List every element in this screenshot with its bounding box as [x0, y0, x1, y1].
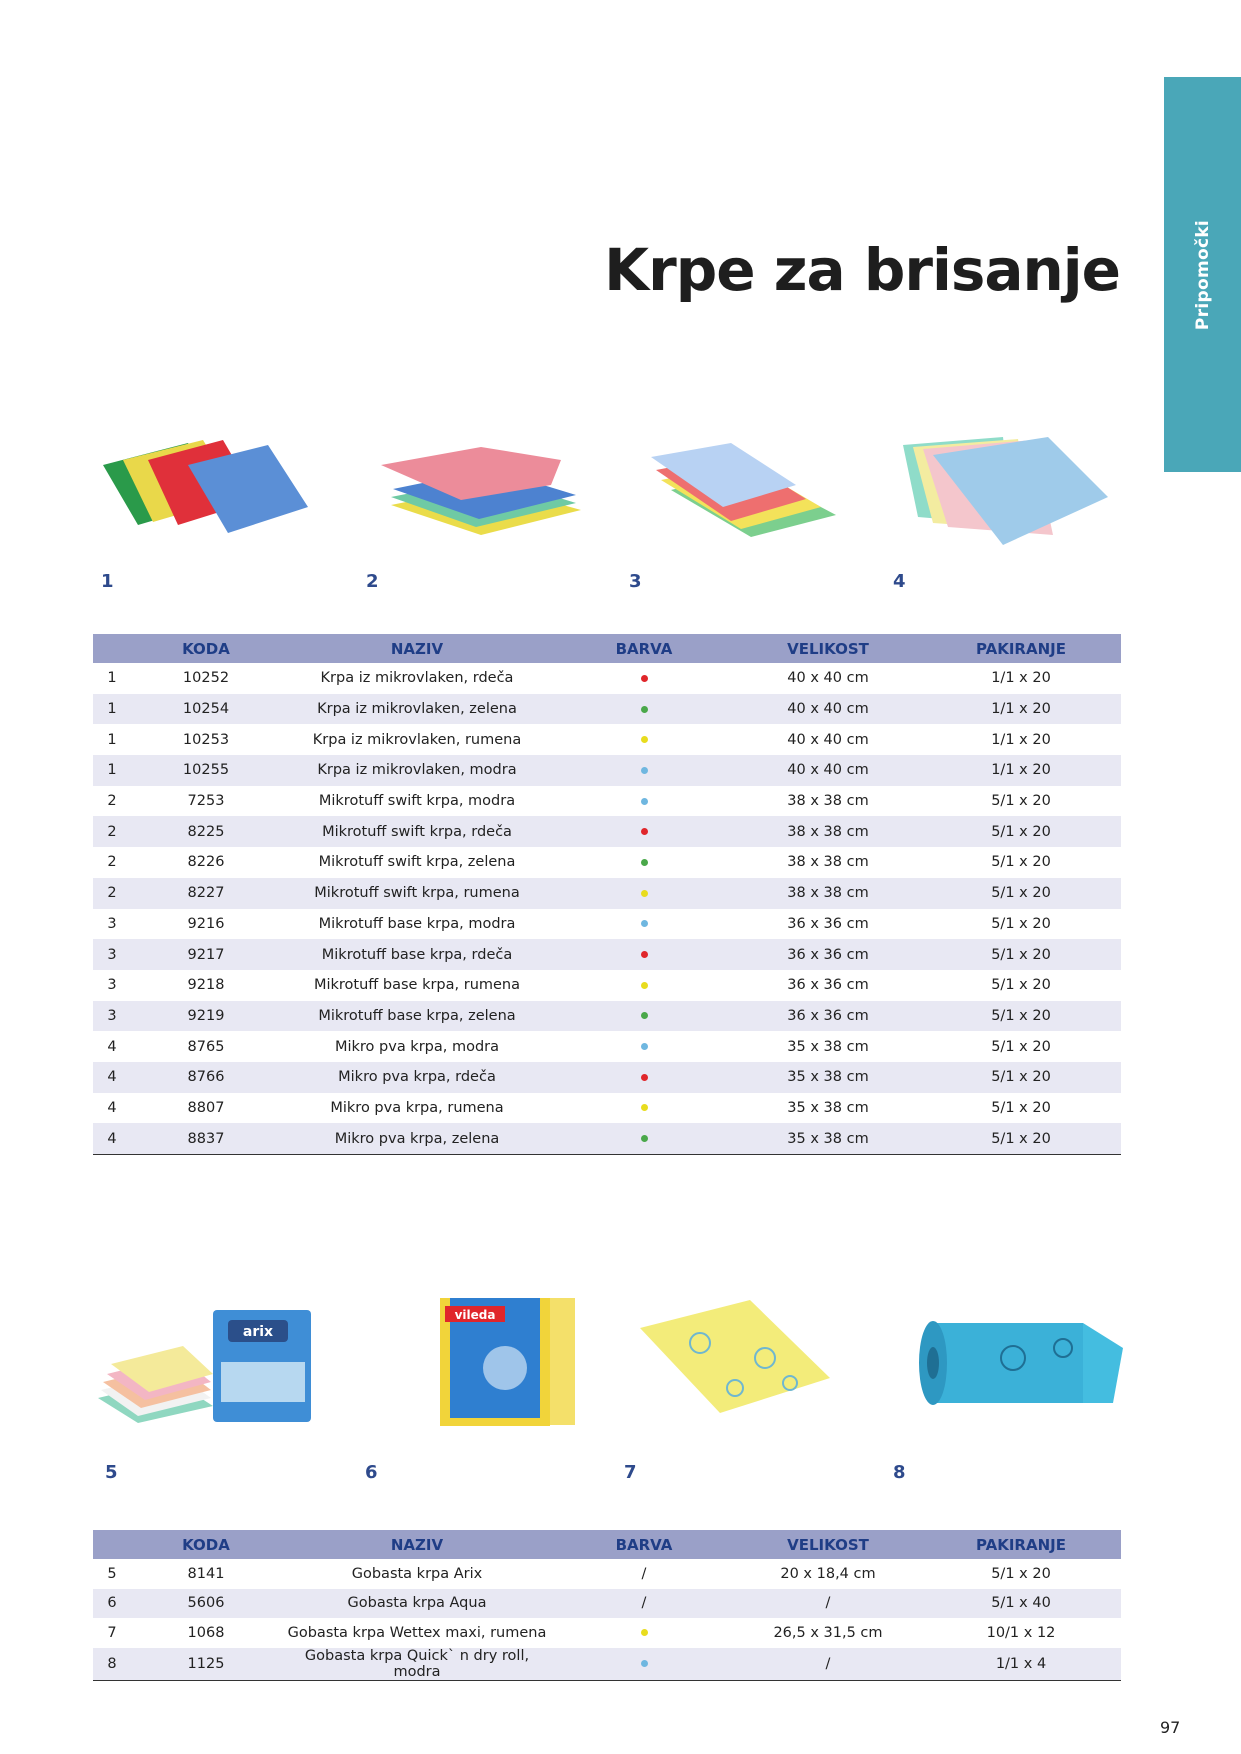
cell-code: 5606	[131, 1589, 281, 1619]
cell-pack: 5/1 x 20	[991, 915, 1051, 932]
color-dot-red	[641, 951, 648, 958]
cell-color	[553, 909, 735, 940]
table-row	[93, 1093, 1121, 1124]
cell-name: Mikrotuff swift krpa, rdeča	[281, 816, 553, 847]
cell-size: 26,5 x 31,5 cm	[773, 1624, 883, 1641]
color-dot-blue	[641, 798, 648, 805]
header-barva: BARVA	[553, 1530, 735, 1559]
cell-name: Gobasta krpa Quick` n dry roll, modra	[281, 1648, 553, 1681]
cell-image-number: 1	[93, 694, 131, 725]
product-number-5: 5	[105, 1462, 118, 1483]
product-number-3: 3	[629, 571, 642, 592]
product-number-2: 2	[366, 571, 379, 592]
cell-code: 9218	[187, 977, 225, 994]
cell-code: 9219	[131, 1001, 281, 1032]
cell-color	[553, 1618, 735, 1648]
table-row	[93, 755, 1121, 786]
cell-size: 40 x 40 cm	[787, 670, 869, 687]
table-row	[93, 786, 1121, 817]
cell-code: 9217	[131, 939, 281, 970]
table-header-row	[93, 634, 1121, 663]
cell-color	[553, 694, 735, 725]
table-row	[93, 724, 1121, 755]
color-dot-green	[641, 1012, 648, 1019]
color-dot-yellow	[641, 890, 648, 897]
cell-name: Krpa iz mikrovlaken, rdeča	[320, 670, 514, 687]
cell-size: 35 x 38 cm	[735, 1123, 921, 1154]
cell-image-number: 3	[93, 939, 131, 970]
cell-code: 10252	[182, 670, 230, 687]
header-naziv: NAZIV	[281, 634, 553, 663]
color-dot-blue	[641, 767, 648, 774]
table-row	[93, 1559, 1121, 1589]
cell-size: 35 x 38 cm	[787, 1038, 869, 1055]
cell-code: 8837	[131, 1123, 281, 1154]
header-koda: KODA	[131, 1530, 281, 1559]
cell-size: 38 x 38 cm	[735, 878, 921, 909]
cell-color	[553, 1062, 735, 1093]
cell-pack: 1/1 x 20	[991, 670, 1051, 687]
cell-color: /	[641, 1565, 647, 1582]
cell-pack: 1/1 x 4	[921, 1648, 1121, 1681]
cell-size: 35 x 38 cm	[787, 1099, 869, 1116]
color-dot-red	[641, 1074, 648, 1081]
header-naziv: NAZIV	[281, 1530, 553, 1559]
cell-size: 36 x 36 cm	[787, 977, 869, 994]
cell-name: Krpa iz mikrovlaken, modra	[281, 755, 553, 786]
product-image-swift-cloths	[371, 425, 601, 555]
table-row	[93, 1031, 1121, 1062]
cell-pack: 5/1 x 20	[921, 878, 1121, 909]
cell-code: 8225	[131, 816, 281, 847]
cell-code: 9216	[187, 915, 225, 932]
cell-color	[553, 724, 735, 755]
cell-code: 8227	[131, 878, 281, 909]
cell-name: Mikrotuff base krpa, rumena	[313, 977, 521, 994]
cell-name: Mikrotuff base krpa, rdeča	[281, 939, 553, 970]
table-row	[93, 878, 1121, 909]
cell-pack: 5/1 x 20	[991, 977, 1051, 994]
cell-image-number: 3	[107, 915, 117, 932]
cell-code: 10254	[131, 694, 281, 725]
cell-name: Mikrotuff swift krpa, modra	[318, 793, 516, 810]
color-dot-blue	[641, 920, 648, 927]
cell-size: 38 x 38 cm	[735, 816, 921, 847]
cell-name: Mikro pva krpa, zelena	[281, 1123, 553, 1154]
cell-image-number: 1	[107, 670, 117, 687]
cell-image-number: 4	[93, 1062, 131, 1093]
product-image-microfiber-cloths	[93, 425, 323, 555]
cell-size: /	[735, 1648, 921, 1681]
cell-size: 40 x 40 cm	[735, 755, 921, 786]
cell-image-number: 8	[93, 1648, 131, 1681]
cell-code: 8141	[187, 1565, 225, 1582]
cell-color	[553, 970, 735, 1001]
cell-code: 1068	[187, 1624, 225, 1641]
cell-image-number: 1	[107, 731, 117, 748]
page-title: Krpe za brisanje	[604, 236, 1120, 304]
header-koda: KODA	[131, 634, 281, 663]
cell-size: 40 x 40 cm	[787, 731, 869, 748]
header-pakiranje: PAKIRANJE	[921, 634, 1121, 663]
cell-color	[553, 878, 735, 909]
product-image-vileda-sponge-cloth	[365, 1298, 595, 1428]
cell-size: 36 x 36 cm	[787, 915, 869, 932]
cell-pack: 5/1 x 20	[921, 816, 1121, 847]
cell-name: Mikrotuff base krpa, zelena	[281, 1001, 553, 1032]
product-image-wettex-cloth	[625, 1298, 855, 1428]
cell-pack: 1/1 x 20	[921, 694, 1121, 725]
table-header-row	[93, 1530, 1121, 1559]
cell-color	[553, 1648, 735, 1681]
cell-color	[553, 939, 735, 970]
header-img	[93, 1530, 131, 1559]
product-image-arix-sponge-cloth	[93, 1298, 323, 1428]
cell-color	[553, 663, 735, 694]
cell-name: Mikrotuff swift krpa, rumena	[281, 878, 553, 909]
cell-code: 8765	[187, 1038, 225, 1055]
cell-code: 1125	[131, 1648, 281, 1681]
cell-name: Gobasta krpa Arix	[351, 1565, 483, 1582]
cell-name: Krpa iz mikrovlaken, rumena	[312, 731, 522, 748]
cell-name: Mikro pva krpa, modra	[334, 1038, 500, 1055]
color-dot-blue	[641, 1660, 648, 1667]
table-row	[93, 1589, 1121, 1619]
cell-code: 8226	[187, 854, 225, 871]
table-row	[93, 1123, 1121, 1154]
cell-name: Mikrotuff base krpa, modra	[318, 915, 516, 932]
cell-image-number: 4	[107, 1099, 117, 1116]
header-img	[93, 634, 131, 663]
cell-pack: 5/1 x 20	[921, 1001, 1121, 1032]
cell-size: 20 x 18,4 cm	[780, 1565, 876, 1582]
cell-pack: 5/1 x 20	[991, 1099, 1051, 1116]
cell-image-number: 2	[107, 793, 117, 810]
cell-image-number: 2	[107, 854, 117, 871]
cell-size: /	[735, 1589, 921, 1619]
cell-image-number: 4	[107, 1038, 117, 1055]
color-dot-red	[641, 675, 648, 682]
cell-size: 35 x 38 cm	[735, 1062, 921, 1093]
product-images-bottom	[93, 1298, 1121, 1428]
cell-size: 36 x 36 cm	[735, 939, 921, 970]
header-velikost: VELIKOST	[735, 634, 921, 663]
table-row	[93, 847, 1121, 878]
cell-code: 10255	[131, 755, 281, 786]
cell-color	[553, 847, 735, 878]
cell-pack: 5/1 x 20	[991, 1038, 1051, 1055]
cell-pack: 5/1 x 20	[921, 939, 1121, 970]
arix-logo: arix	[242, 1324, 274, 1340]
table-row	[93, 1062, 1121, 1093]
color-dot-red	[641, 828, 648, 835]
header-pakiranje: PAKIRANJE	[921, 1530, 1121, 1559]
table-row	[93, 816, 1121, 847]
cell-color	[553, 1031, 735, 1062]
color-dot-yellow	[641, 736, 648, 743]
product-number-1: 1	[101, 571, 114, 592]
cell-size: 38 x 38 cm	[787, 793, 869, 810]
product-table-2	[93, 1530, 1121, 1681]
cell-name: Gobasta krpa Wettex maxi, rumena	[287, 1624, 547, 1641]
cell-pack: 5/1 x 20	[991, 793, 1051, 810]
product-images-top	[93, 425, 1121, 555]
cell-image-number: 4	[93, 1123, 131, 1154]
color-dot-green	[641, 706, 648, 713]
table-row	[93, 970, 1121, 1001]
cell-pack: 5/1 x 20	[921, 1123, 1121, 1154]
cell-image-number: 3	[93, 1001, 131, 1032]
header-barva: BARVA	[553, 634, 735, 663]
cell-size: 36 x 36 cm	[735, 1001, 921, 1032]
cell-color	[553, 786, 735, 817]
color-dot-blue	[641, 1043, 648, 1050]
color-dot-yellow	[641, 1104, 648, 1111]
cell-code: 7253	[187, 793, 225, 810]
cell-image-number: 7	[107, 1624, 117, 1641]
table-row	[93, 1648, 1121, 1681]
cell-pack: 1/1 x 20	[991, 731, 1051, 748]
product-number-7: 7	[624, 1462, 637, 1483]
cell-image-number: 5	[107, 1565, 117, 1582]
cell-size: 38 x 38 cm	[787, 854, 869, 871]
side-tab	[1164, 77, 1241, 472]
page-number: 97	[1160, 1718, 1181, 1737]
product-image-quick-dry-roll	[913, 1298, 1143, 1428]
product-number-6: 6	[365, 1462, 378, 1483]
vileda-logo: vileda	[454, 1308, 496, 1322]
cell-image-number: 6	[93, 1589, 131, 1619]
cell-code: 8766	[131, 1062, 281, 1093]
table-row	[93, 1001, 1121, 1032]
cell-name: Krpa iz mikrovlaken, zelena	[281, 694, 553, 725]
table-row	[93, 909, 1121, 940]
cell-name: Mikro pva krpa, rumena	[330, 1099, 504, 1116]
color-dot-yellow	[641, 1629, 648, 1636]
product-number-8: 8	[893, 1462, 906, 1483]
color-dot-green	[641, 1135, 648, 1142]
cell-pack: 10/1 x 12	[986, 1624, 1056, 1641]
table-row	[93, 1618, 1121, 1648]
cell-name: Mikrotuff swift krpa, zelena	[318, 854, 516, 871]
cell-name: Mikro pva krpa, rdeča	[281, 1062, 553, 1093]
cell-size: 40 x 40 cm	[735, 694, 921, 725]
product-table-1	[93, 634, 1121, 1155]
cell-code: 10253	[182, 731, 230, 748]
side-tab-label: Pripomočki	[1192, 219, 1213, 330]
cell-image-number: 3	[107, 977, 117, 994]
header-velikost: VELIKOST	[735, 1530, 921, 1559]
cell-color	[553, 1123, 735, 1154]
cell-image-number: 1	[93, 755, 131, 786]
table-row	[93, 663, 1121, 694]
color-dot-green	[641, 859, 648, 866]
table-row	[93, 694, 1121, 725]
cell-color: /	[553, 1589, 735, 1619]
product-number-4: 4	[893, 571, 906, 592]
table-row	[93, 939, 1121, 970]
cell-color	[553, 1093, 735, 1124]
cell-pack: 5/1 x 20	[921, 1062, 1121, 1093]
cell-name: Gobasta krpa Aqua	[281, 1589, 553, 1619]
cell-image-number: 2	[93, 816, 131, 847]
cell-code: 8807	[187, 1099, 225, 1116]
cell-pack: 1/1 x 20	[921, 755, 1121, 786]
cell-color	[553, 816, 735, 847]
color-dot-yellow	[641, 982, 648, 989]
cell-pack: 5/1 x 40	[921, 1589, 1121, 1619]
product-image-base-cloths	[631, 425, 861, 555]
cell-color	[553, 1001, 735, 1032]
cell-image-number: 2	[93, 878, 131, 909]
cell-pack: 5/1 x 20	[991, 854, 1051, 871]
product-image-pva-cloths	[893, 425, 1123, 555]
cell-pack: 5/1 x 20	[991, 1565, 1051, 1582]
cell-color	[553, 755, 735, 786]
